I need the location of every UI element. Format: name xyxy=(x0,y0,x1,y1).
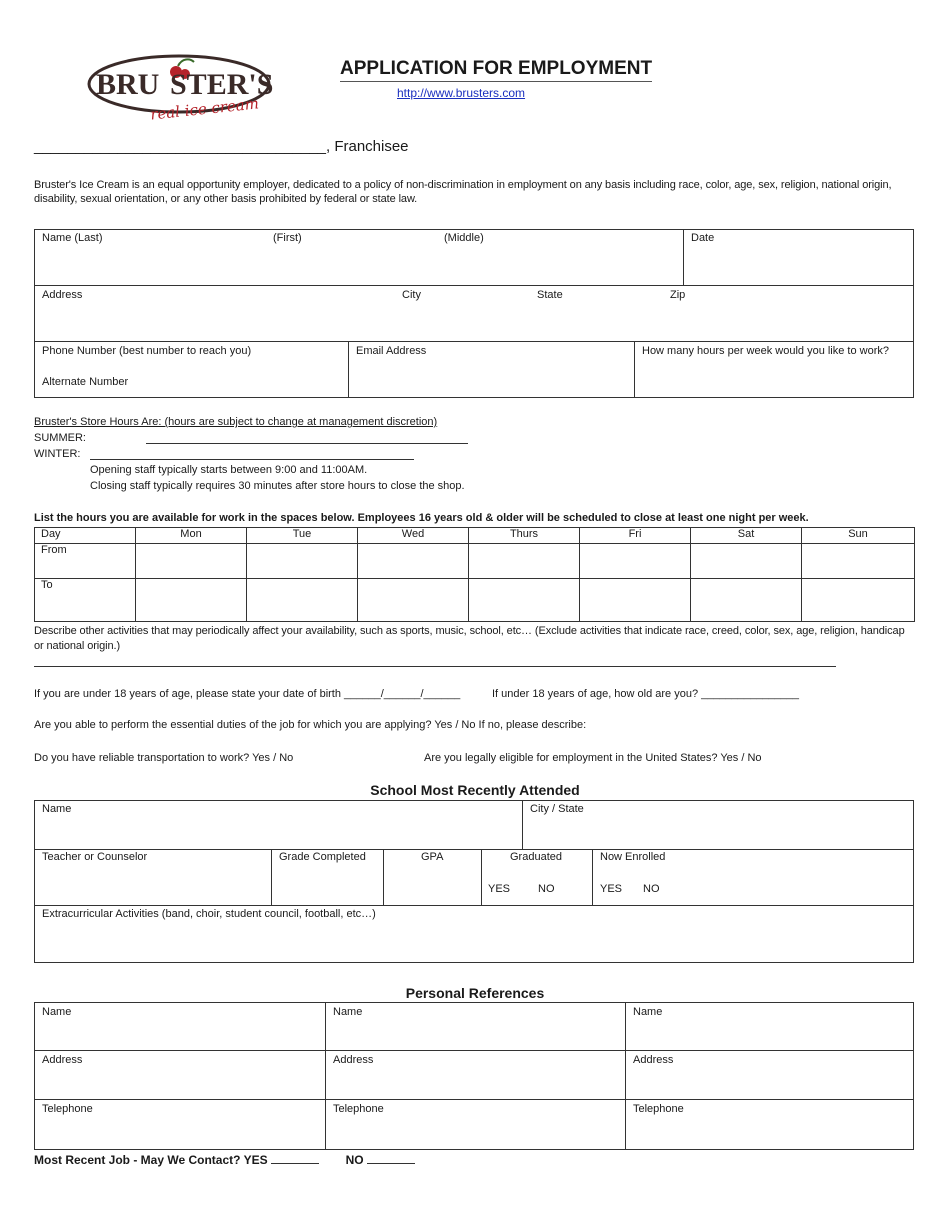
alternate-number-label: Alternate Number xyxy=(42,376,129,388)
other-activities-prompt: Describe other activities that may periodically affect your availability, such as sports, music, school, etc… (Exclude activities that indicate race, creed, color, sex, age, religion, handicap or national origin.) xyxy=(34,625,905,652)
name-first-label: (First) xyxy=(273,232,302,244)
to-tue-field[interactable] xyxy=(247,579,358,622)
website-link[interactable]: http://www.brusters.com xyxy=(397,86,526,100)
teacher-label: Teacher or Counselor xyxy=(42,851,148,863)
day-fri: Fri xyxy=(580,528,691,544)
date-label: Date xyxy=(691,232,715,244)
winter-blank xyxy=(90,459,414,460)
school-name-label: Name xyxy=(42,803,72,815)
ref3-address-label: Address xyxy=(633,1054,674,1066)
references-heading: Personal References xyxy=(405,985,545,1001)
to-sun-field[interactable] xyxy=(802,579,915,622)
page-title: APPLICATION FOR EMPLOYMENT xyxy=(340,58,652,82)
from-tue-field[interactable] xyxy=(247,544,358,579)
name-last-label: Name (Last) xyxy=(42,232,103,244)
availability-instruction: List the hours you are available for work in the spaces below. Employees 16 years old & older will be scheduled to close at least one night per week. xyxy=(34,512,809,524)
logo-brand-left: BRU xyxy=(96,68,160,101)
date-of-birth-question: If you are under 18 years of age, please state your date of birth ______/______/______ xyxy=(34,688,461,700)
city-label: City xyxy=(402,289,421,301)
from-label: From xyxy=(35,544,136,579)
to-fri-field[interactable] xyxy=(580,579,691,622)
graduated-yes[interactable]: YES xyxy=(488,883,511,895)
now-enrolled-label: Now Enrolled xyxy=(600,851,666,863)
ref1-address-label: Address xyxy=(42,1054,83,1066)
from-sat-field[interactable] xyxy=(691,544,802,579)
graduated-no[interactable]: NO xyxy=(538,883,555,895)
eeo-statement: Bruster's Ice Cream is an equal opportunity employer, dedicated to a policy of non-discrimination in employment on any basis including race, color, age, sex, religion, national origin, disability, sexual orientation, or any other basis prohibited by federal or state law. xyxy=(34,179,892,205)
summer-blank xyxy=(146,443,468,444)
hours-per-week-label: How many hours per week would you like to work? xyxy=(642,345,890,357)
age-question: If under 18 years of age, how old are you? ________________ xyxy=(492,688,800,700)
to-mon-field[interactable] xyxy=(136,579,247,622)
day-mon: Mon xyxy=(136,528,247,544)
day-thurs: Thurs xyxy=(469,528,580,544)
school-heading: School Most Recently Attended xyxy=(370,782,580,798)
ref2-address-label: Address xyxy=(333,1054,374,1066)
zip-label: Zip xyxy=(670,289,686,301)
store-hours-heading: Bruster's Store Hours Are: (hours are subject to change at management discretion) xyxy=(34,416,438,428)
name-middle-label: (Middle) xyxy=(444,232,484,244)
ref3-telephone-label: Telephone xyxy=(633,1103,684,1115)
transportation-question: Do you have reliable transportation to work? Yes / No xyxy=(34,752,294,764)
ref3-name-label: Name xyxy=(633,1006,663,1018)
from-thurs-field[interactable] xyxy=(469,544,580,579)
day-header: Day xyxy=(35,528,136,544)
closing-note: Closing staff typically requires 30 minutes after store hours to close the shop. xyxy=(90,480,465,492)
recent-job-no-label: NO xyxy=(345,1153,364,1167)
recent-job-yes-blank[interactable] xyxy=(271,1153,319,1164)
ref2-telephone-label: Telephone xyxy=(333,1103,384,1115)
availability-table xyxy=(34,527,915,622)
ref1-telephone-label: Telephone xyxy=(42,1103,93,1115)
to-wed-field[interactable] xyxy=(358,579,469,622)
school-box xyxy=(34,800,914,963)
enrolled-no[interactable]: NO xyxy=(643,883,660,895)
day-sun: Sun xyxy=(802,528,915,544)
recent-job-no-blank[interactable] xyxy=(367,1153,415,1164)
recent-job-label: Most Recent Job - May We Contact? YES xyxy=(34,1153,268,1167)
eligibility-question: Are you legally eligible for employment in the United States? Yes / No xyxy=(424,752,762,764)
ref1-name-label: Name xyxy=(42,1006,72,1018)
grade-label: Grade Completed xyxy=(279,851,366,863)
from-sun-field[interactable] xyxy=(802,544,915,579)
to-thurs-field[interactable] xyxy=(469,579,580,622)
recent-job-contact xyxy=(34,1153,415,1167)
franchisee-line: ___________________________________, Franchisee xyxy=(34,138,409,155)
to-sat-field[interactable] xyxy=(691,579,802,622)
from-fri-field[interactable] xyxy=(580,544,691,579)
summer-label: SUMMER: xyxy=(34,432,86,444)
day-tue: Tue xyxy=(247,528,358,544)
day-sat: Sat xyxy=(691,528,802,544)
phone-label: Phone Number (best number to reach you) xyxy=(42,345,252,357)
applicant-info-box xyxy=(34,229,914,398)
essential-duties-question: Are you able to perform the essential duties of the job for which you are applying? Yes / No If no, please describe: xyxy=(34,719,587,731)
from-wed-field[interactable] xyxy=(358,544,469,579)
references-box xyxy=(34,1002,914,1150)
opening-note: Opening staff typically starts between 9:00 and 11:00AM. xyxy=(90,464,368,476)
email-label: Email Address xyxy=(356,345,427,357)
other-activities-blank[interactable] xyxy=(34,666,836,667)
brusters-logo xyxy=(84,52,274,130)
logo-tagline: real ice cream xyxy=(149,94,260,124)
extracurricular-label: Extracurricular Activities (band, choir, student council, football, etc…) xyxy=(42,908,376,920)
state-label: State xyxy=(537,289,563,301)
from-mon-field[interactable] xyxy=(136,544,247,579)
ref2-name-label: Name xyxy=(333,1006,363,1018)
winter-label: WINTER: xyxy=(34,448,81,460)
address-label: Address xyxy=(42,289,83,301)
logo-brand-right: STER'S xyxy=(170,68,274,101)
day-wed: Wed xyxy=(358,528,469,544)
enrolled-yes[interactable]: YES xyxy=(600,883,623,895)
gpa-label: GPA xyxy=(421,851,444,863)
school-city-state-label: City / State xyxy=(530,803,584,815)
graduated-label: Graduated xyxy=(510,851,562,863)
to-label: To xyxy=(35,579,136,622)
